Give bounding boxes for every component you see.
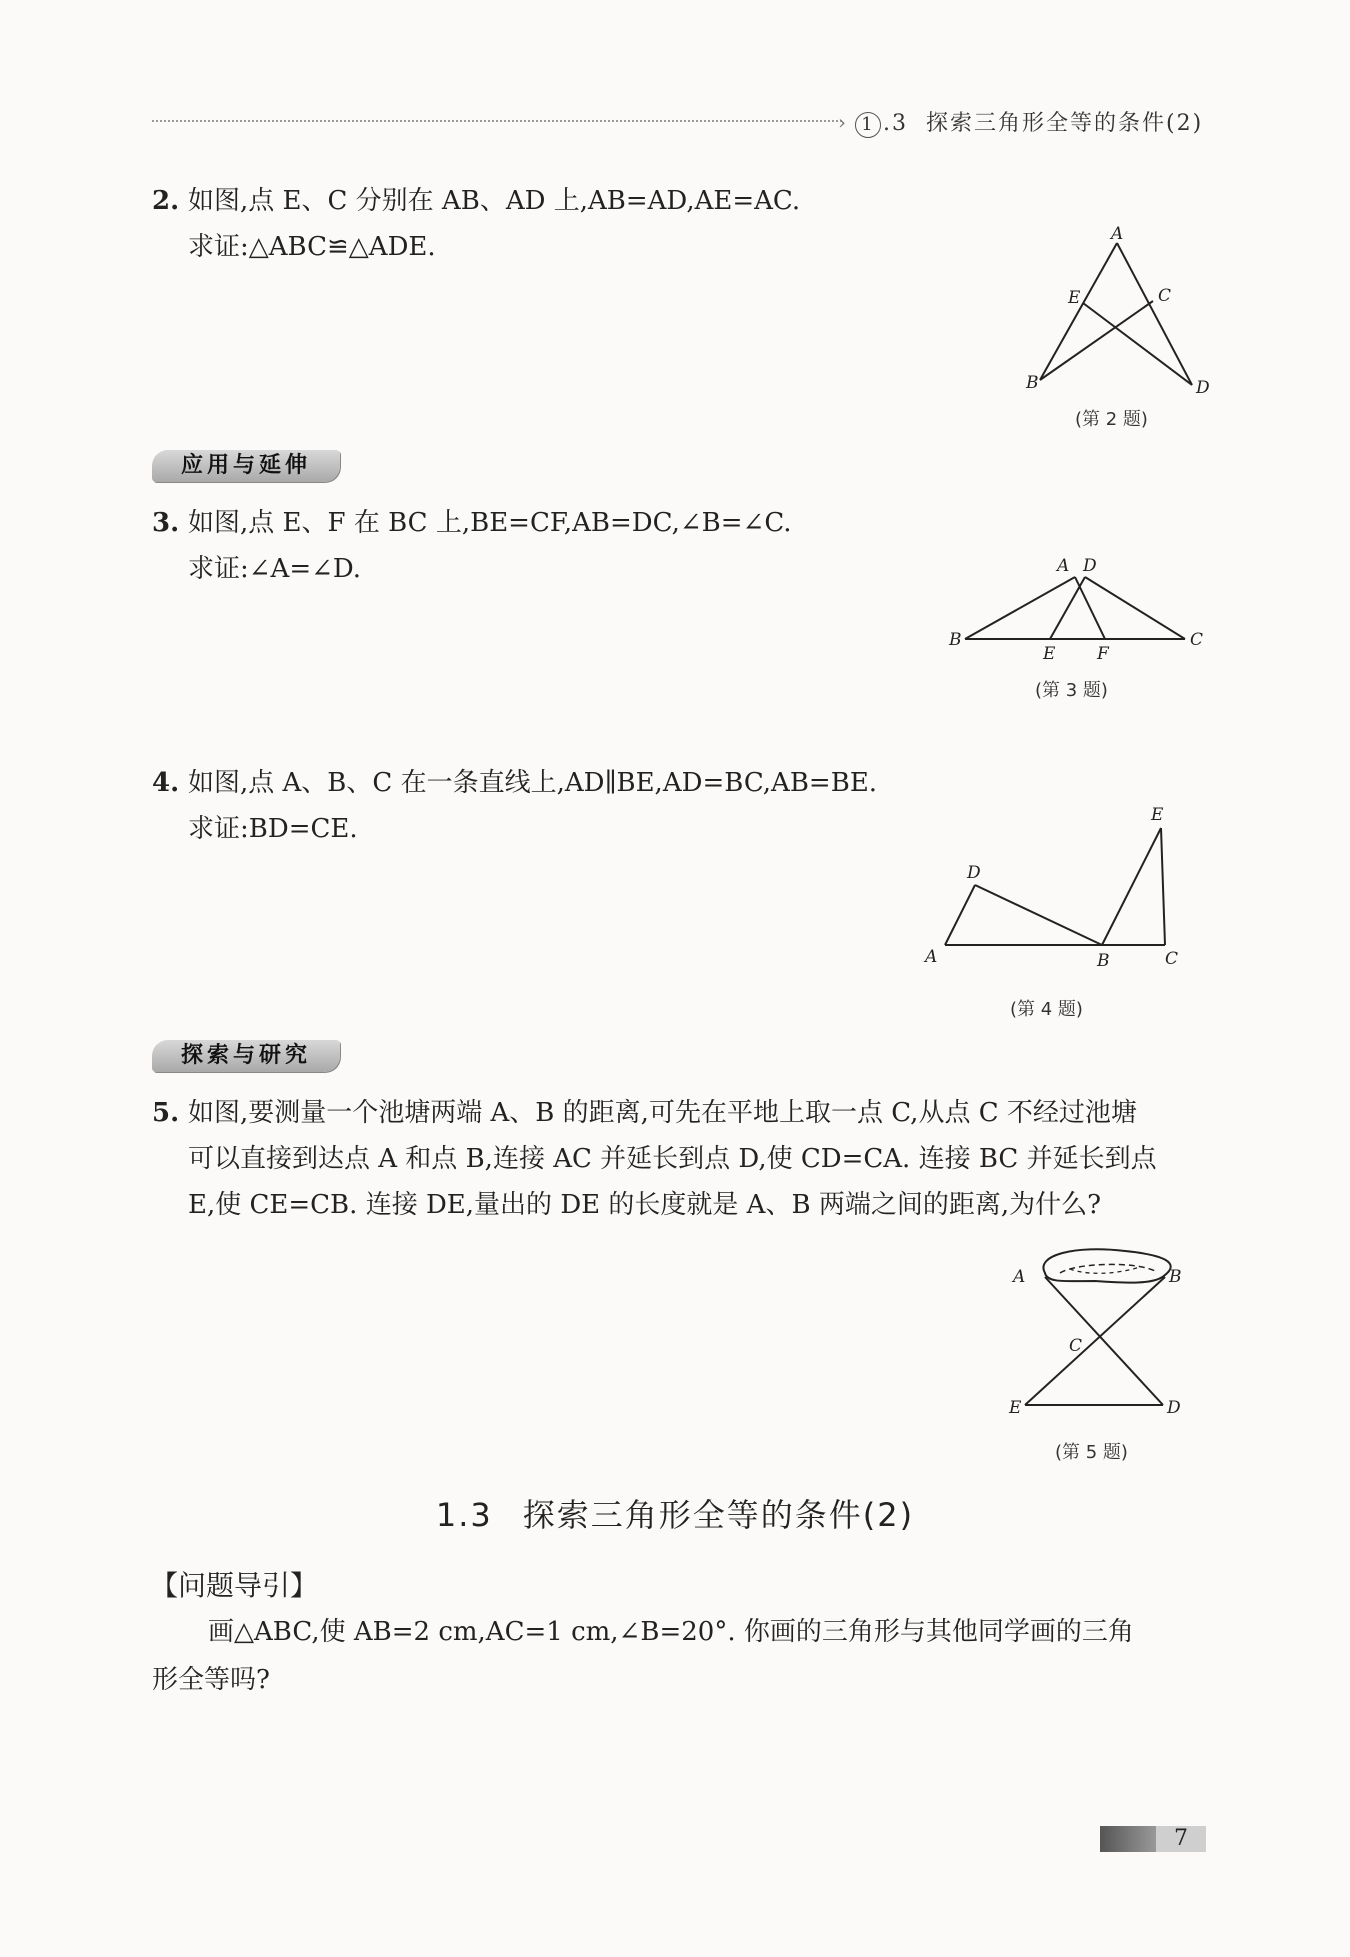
vertex-label: D bbox=[1167, 1398, 1181, 1418]
vertex-label: B bbox=[1026, 373, 1039, 393]
header-title: 探索三角形全等的条件(2) bbox=[926, 111, 1204, 136]
problem-proof: 求证:BD=CE. bbox=[188, 814, 358, 844]
guide-heading: 【问题导引】 bbox=[150, 1569, 319, 1602]
guide-text: 画△ABC,使 AB=2 cm,AC=1 cm,∠B=20°. 你画的三角形与其他同学画的三角 bbox=[208, 1617, 1134, 1647]
vertex-label: C bbox=[1069, 1336, 1083, 1356]
figure-caption: (第 3 题) bbox=[1035, 680, 1108, 701]
problem-4 bbox=[152, 760, 877, 852]
vertex-label: C bbox=[1165, 949, 1179, 969]
page-number: 7 bbox=[1156, 1826, 1206, 1852]
vertex-label: F bbox=[1097, 644, 1109, 663]
vertex-label: E bbox=[1009, 1398, 1022, 1418]
vertex-label: C bbox=[1190, 630, 1204, 650]
figure-caption: (第 5 题) bbox=[1055, 1442, 1128, 1463]
problem-number: 4. bbox=[152, 768, 180, 798]
vertex-label: E bbox=[1151, 805, 1164, 825]
problem-2 bbox=[152, 178, 800, 270]
vertex-label: A bbox=[1013, 1267, 1026, 1287]
problem-number: 3. bbox=[152, 508, 180, 538]
page-number-bar bbox=[1100, 1826, 1156, 1852]
guide-body bbox=[152, 1608, 1207, 1704]
section-tag-explore: 探索与研究 bbox=[152, 1040, 340, 1072]
problem-text: 如图,点 A、B、C 在一条直线上,AD∥BE,AD=BC,AB=BE. bbox=[188, 768, 878, 798]
section-suffix: .3 bbox=[883, 111, 908, 136]
figure-5 bbox=[1005, 1245, 1205, 1425]
section-title bbox=[0, 1490, 1350, 1536]
problem-5 bbox=[152, 1090, 1157, 1228]
figure-caption: (第 4 题) bbox=[1010, 999, 1083, 1020]
header-dotted-line bbox=[152, 120, 842, 122]
problem-text: 如图,要测量一个池塘两端 A、B 的距离,可先在平地上取一点 C,从点 C 不经过池塘 bbox=[188, 1098, 1137, 1128]
chapter-number-badge: 1 bbox=[855, 112, 881, 138]
problem-number: 2. bbox=[152, 186, 180, 216]
figure-2 bbox=[1020, 225, 1220, 400]
vertex-label: A bbox=[1057, 556, 1070, 576]
problem-3 bbox=[152, 500, 792, 592]
figure-caption: (第 2 题) bbox=[1075, 409, 1148, 430]
vertex-label: D bbox=[967, 863, 981, 883]
guide-text-cont: 形全等吗? bbox=[152, 1665, 270, 1695]
vertex-label: D bbox=[1196, 378, 1210, 398]
vertex-label: B bbox=[1169, 1267, 1182, 1287]
problem-proof: 求证:∠A=∠D. bbox=[188, 554, 362, 584]
vertex-label: B bbox=[949, 630, 962, 650]
running-header bbox=[855, 106, 1203, 138]
problem-number: 5. bbox=[152, 1098, 180, 1128]
section-title-number: 1.3 bbox=[435, 1496, 493, 1534]
vertex-label: E bbox=[1068, 288, 1081, 308]
section-tag-apply: 应用与延伸 bbox=[152, 450, 340, 482]
problem-text-cont: 可以直接到达点 A 和点 B,连接 AC 并延长到点 D,使 CD=CA. 连接 BC 并延长到点 bbox=[188, 1144, 1157, 1174]
vertex-label: D bbox=[1083, 556, 1097, 576]
section-title-text: 探索三角形全等的条件(2) bbox=[522, 1496, 915, 1534]
vertex-label: E bbox=[1043, 644, 1056, 663]
vertex-label: C bbox=[1158, 286, 1172, 306]
vertex-label: B bbox=[1097, 951, 1110, 971]
figure-4 bbox=[915, 800, 1195, 980]
vertex-label: A bbox=[925, 947, 938, 967]
problem-proof: 求证:△ABC≌△ADE. bbox=[188, 232, 436, 262]
vertex-label: A bbox=[1111, 225, 1124, 244]
problem-text-cont: E,使 CE=CB. 连接 DE,量出的 DE 的长度就是 A、B 两端之间的距离,为什么? bbox=[188, 1190, 1102, 1220]
figure-3 bbox=[945, 553, 1215, 663]
problem-text: 如图,点 E、C 分别在 AB、AD 上,AB=AD,AE=AC. bbox=[188, 186, 801, 216]
problem-text: 如图,点 E、F 在 BC 上,BE=CF,AB=DC,∠B=∠C. bbox=[188, 508, 792, 538]
header-arrow-icon: › bbox=[838, 110, 846, 134]
